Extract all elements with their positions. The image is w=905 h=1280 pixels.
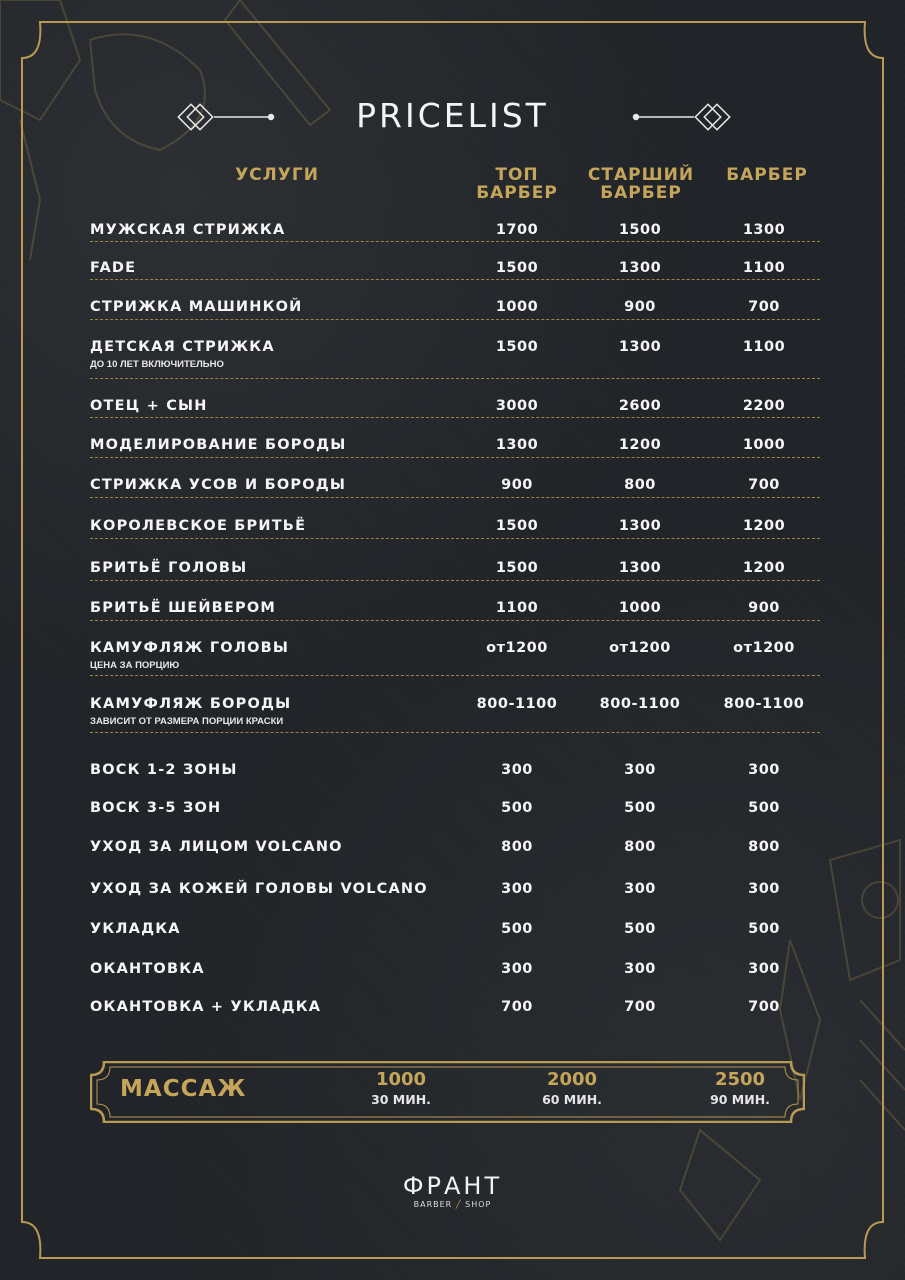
price-cell: 800-1100 xyxy=(476,696,558,712)
price-cell: 700 xyxy=(748,477,780,493)
price-cell: 1500 xyxy=(495,560,539,576)
service-name: БРИТЬЁ ГОЛОВЫ xyxy=(90,560,248,576)
price-cell: 1500 xyxy=(495,260,539,276)
header-services: УСЛУГИ xyxy=(235,165,319,185)
service-note: ЗАВИСИТ ОТ РАЗМЕРА ПОРЦИИ КРАСКИ xyxy=(90,716,284,727)
service-note: ЦЕНА ЗА ПОРЦИЮ xyxy=(90,660,180,671)
row-separator xyxy=(90,497,820,498)
brand-logo xyxy=(0,1172,905,1209)
price-cell: 1300 xyxy=(618,560,662,576)
service-name: СТРИЖКА МАШИНКОЙ xyxy=(90,299,303,315)
service-name: КОРОЛЕВСКОЕ БРИТЬЁ xyxy=(90,518,307,534)
service-name: УХОД ЗА ЛИЦОМ VOLCANO xyxy=(90,839,343,855)
price-cell: 300 xyxy=(748,961,780,977)
service-name: ОТЕЦ + СЫН xyxy=(90,398,208,414)
price-cell: 1500 xyxy=(495,518,539,534)
service-name: МУЖСКАЯ СТРИЖКА xyxy=(90,222,286,238)
massage-price: 2500 xyxy=(714,1069,766,1090)
massage-label: МАССАЖ xyxy=(120,1076,247,1102)
price-cell: 900 xyxy=(501,477,533,493)
price-cell: от1200 xyxy=(609,640,671,656)
brand-tag-left: BARBER xyxy=(413,1200,453,1209)
service-name: КАМУФЛЯЖ ГОЛОВЫ xyxy=(90,640,290,656)
price-cell: 1300 xyxy=(495,437,539,453)
service-name: ОКАНТОВКА + УКЛАДКА xyxy=(90,999,322,1015)
row-separator xyxy=(90,457,820,458)
service-name: МОДЕЛИРОВАНИЕ БОРОДЫ xyxy=(90,437,347,453)
price-cell: 800 xyxy=(624,839,656,855)
price-cell: 1200 xyxy=(742,518,786,534)
service-name: УКЛАДКА xyxy=(90,921,181,937)
price-cell: 300 xyxy=(501,881,533,897)
price-cell: 500 xyxy=(624,800,656,816)
razor-icon: ╱ xyxy=(455,1200,462,1209)
price-cell: 700 xyxy=(748,999,780,1015)
massage-option xyxy=(680,1070,800,1110)
price-cell: 1200 xyxy=(742,560,786,576)
price-cell: 800 xyxy=(748,839,780,855)
price-cell: 500 xyxy=(624,921,656,937)
massage-option xyxy=(341,1070,461,1110)
price-cell: 800 xyxy=(501,839,533,855)
price-cell: 1100 xyxy=(742,339,786,355)
price-cell: 1000 xyxy=(495,299,539,315)
brand-tag-right: SHOP xyxy=(465,1200,492,1209)
brand-name: ФРАНТ xyxy=(402,1172,503,1200)
price-cell: 1100 xyxy=(495,600,539,616)
price-cell: 1300 xyxy=(618,518,662,534)
price-cell: 900 xyxy=(624,299,656,315)
price-cell: 800-1100 xyxy=(599,696,681,712)
massage-duration: 30 МИН. xyxy=(371,1092,431,1107)
price-cell: 1500 xyxy=(618,222,662,238)
row-separator xyxy=(90,319,820,320)
price-cell: 1100 xyxy=(742,260,786,276)
row-separator xyxy=(90,279,820,280)
massage-price: 1000 xyxy=(375,1069,427,1090)
price-cell: 300 xyxy=(501,961,533,977)
row-separator xyxy=(90,417,820,418)
price-cell: 1000 xyxy=(742,437,786,453)
price-cell: 300 xyxy=(748,881,780,897)
service-name: БРИТЬЁ ШЕЙВЕРОМ xyxy=(90,600,277,616)
service-name: КАМУФЛЯЖ БОРОДЫ xyxy=(90,696,292,712)
row-separator xyxy=(90,732,820,733)
row-separator xyxy=(90,675,820,676)
price-cell: 2600 xyxy=(618,398,662,414)
price-cell: 2200 xyxy=(742,398,786,414)
service-name: ВОСК 1-2 ЗОНЫ xyxy=(90,762,238,778)
price-cell: 700 xyxy=(748,299,780,315)
row-separator xyxy=(90,620,820,621)
row-separator xyxy=(90,538,820,539)
price-cell: 500 xyxy=(748,921,780,937)
row-separator xyxy=(90,241,820,242)
price-cell: 800-1100 xyxy=(723,696,805,712)
row-separator xyxy=(90,580,820,581)
service-name: ДЕТСКАЯ СТРИЖКА xyxy=(90,339,275,355)
brand-tagline xyxy=(0,1200,905,1209)
price-cell: 1300 xyxy=(618,339,662,355)
service-name: FADE xyxy=(90,260,137,276)
price-cell: 500 xyxy=(501,800,533,816)
price-cell: 300 xyxy=(624,881,656,897)
price-cell: 700 xyxy=(501,999,533,1015)
price-cell: 900 xyxy=(748,600,780,616)
price-cell: 300 xyxy=(624,762,656,778)
price-cell: 1200 xyxy=(618,437,662,453)
header-senior-barber: СТАРШИЙ БАРБЕР xyxy=(587,165,695,203)
price-cell: 500 xyxy=(501,921,533,937)
massage-duration: 90 МИН. xyxy=(710,1092,770,1107)
service-name: ВОСК 3-5 ЗОН xyxy=(90,800,222,816)
price-cell: 1300 xyxy=(742,222,786,238)
price-cell: 1700 xyxy=(495,222,539,238)
massage-price: 2000 xyxy=(546,1069,598,1090)
price-cell: 1300 xyxy=(618,260,662,276)
massage-duration: 60 МИН. xyxy=(542,1092,602,1107)
service-name: ОКАНТОВКА xyxy=(90,961,205,977)
service-note: ДО 10 ЛЕТ ВКЛЮЧИТЕЛЬНО xyxy=(90,359,224,370)
price-cell: 300 xyxy=(748,762,780,778)
price-cell: 1500 xyxy=(495,339,539,355)
price-cell: 300 xyxy=(624,961,656,977)
price-cell: 1000 xyxy=(618,600,662,616)
price-cell: 500 xyxy=(748,800,780,816)
price-cell: от1200 xyxy=(733,640,795,656)
massage-option xyxy=(512,1070,632,1110)
row-separator xyxy=(90,378,820,379)
page-title: PRICELIST xyxy=(356,96,549,135)
price-cell: 700 xyxy=(624,999,656,1015)
service-name: СТРИЖКА УСОВ И БОРОДЫ xyxy=(90,477,347,493)
price-cell: от1200 xyxy=(486,640,548,656)
price-cell: 800 xyxy=(624,477,656,493)
header-top-barber: ТОП БАРБЕР xyxy=(476,165,558,203)
price-cell: 3000 xyxy=(495,398,539,414)
price-cell: 300 xyxy=(501,762,533,778)
header-barber: БАРБЕР xyxy=(726,165,808,185)
service-name: УХОД ЗА КОЖЕЙ ГОЛОВЫ VOLCANO xyxy=(90,881,428,897)
